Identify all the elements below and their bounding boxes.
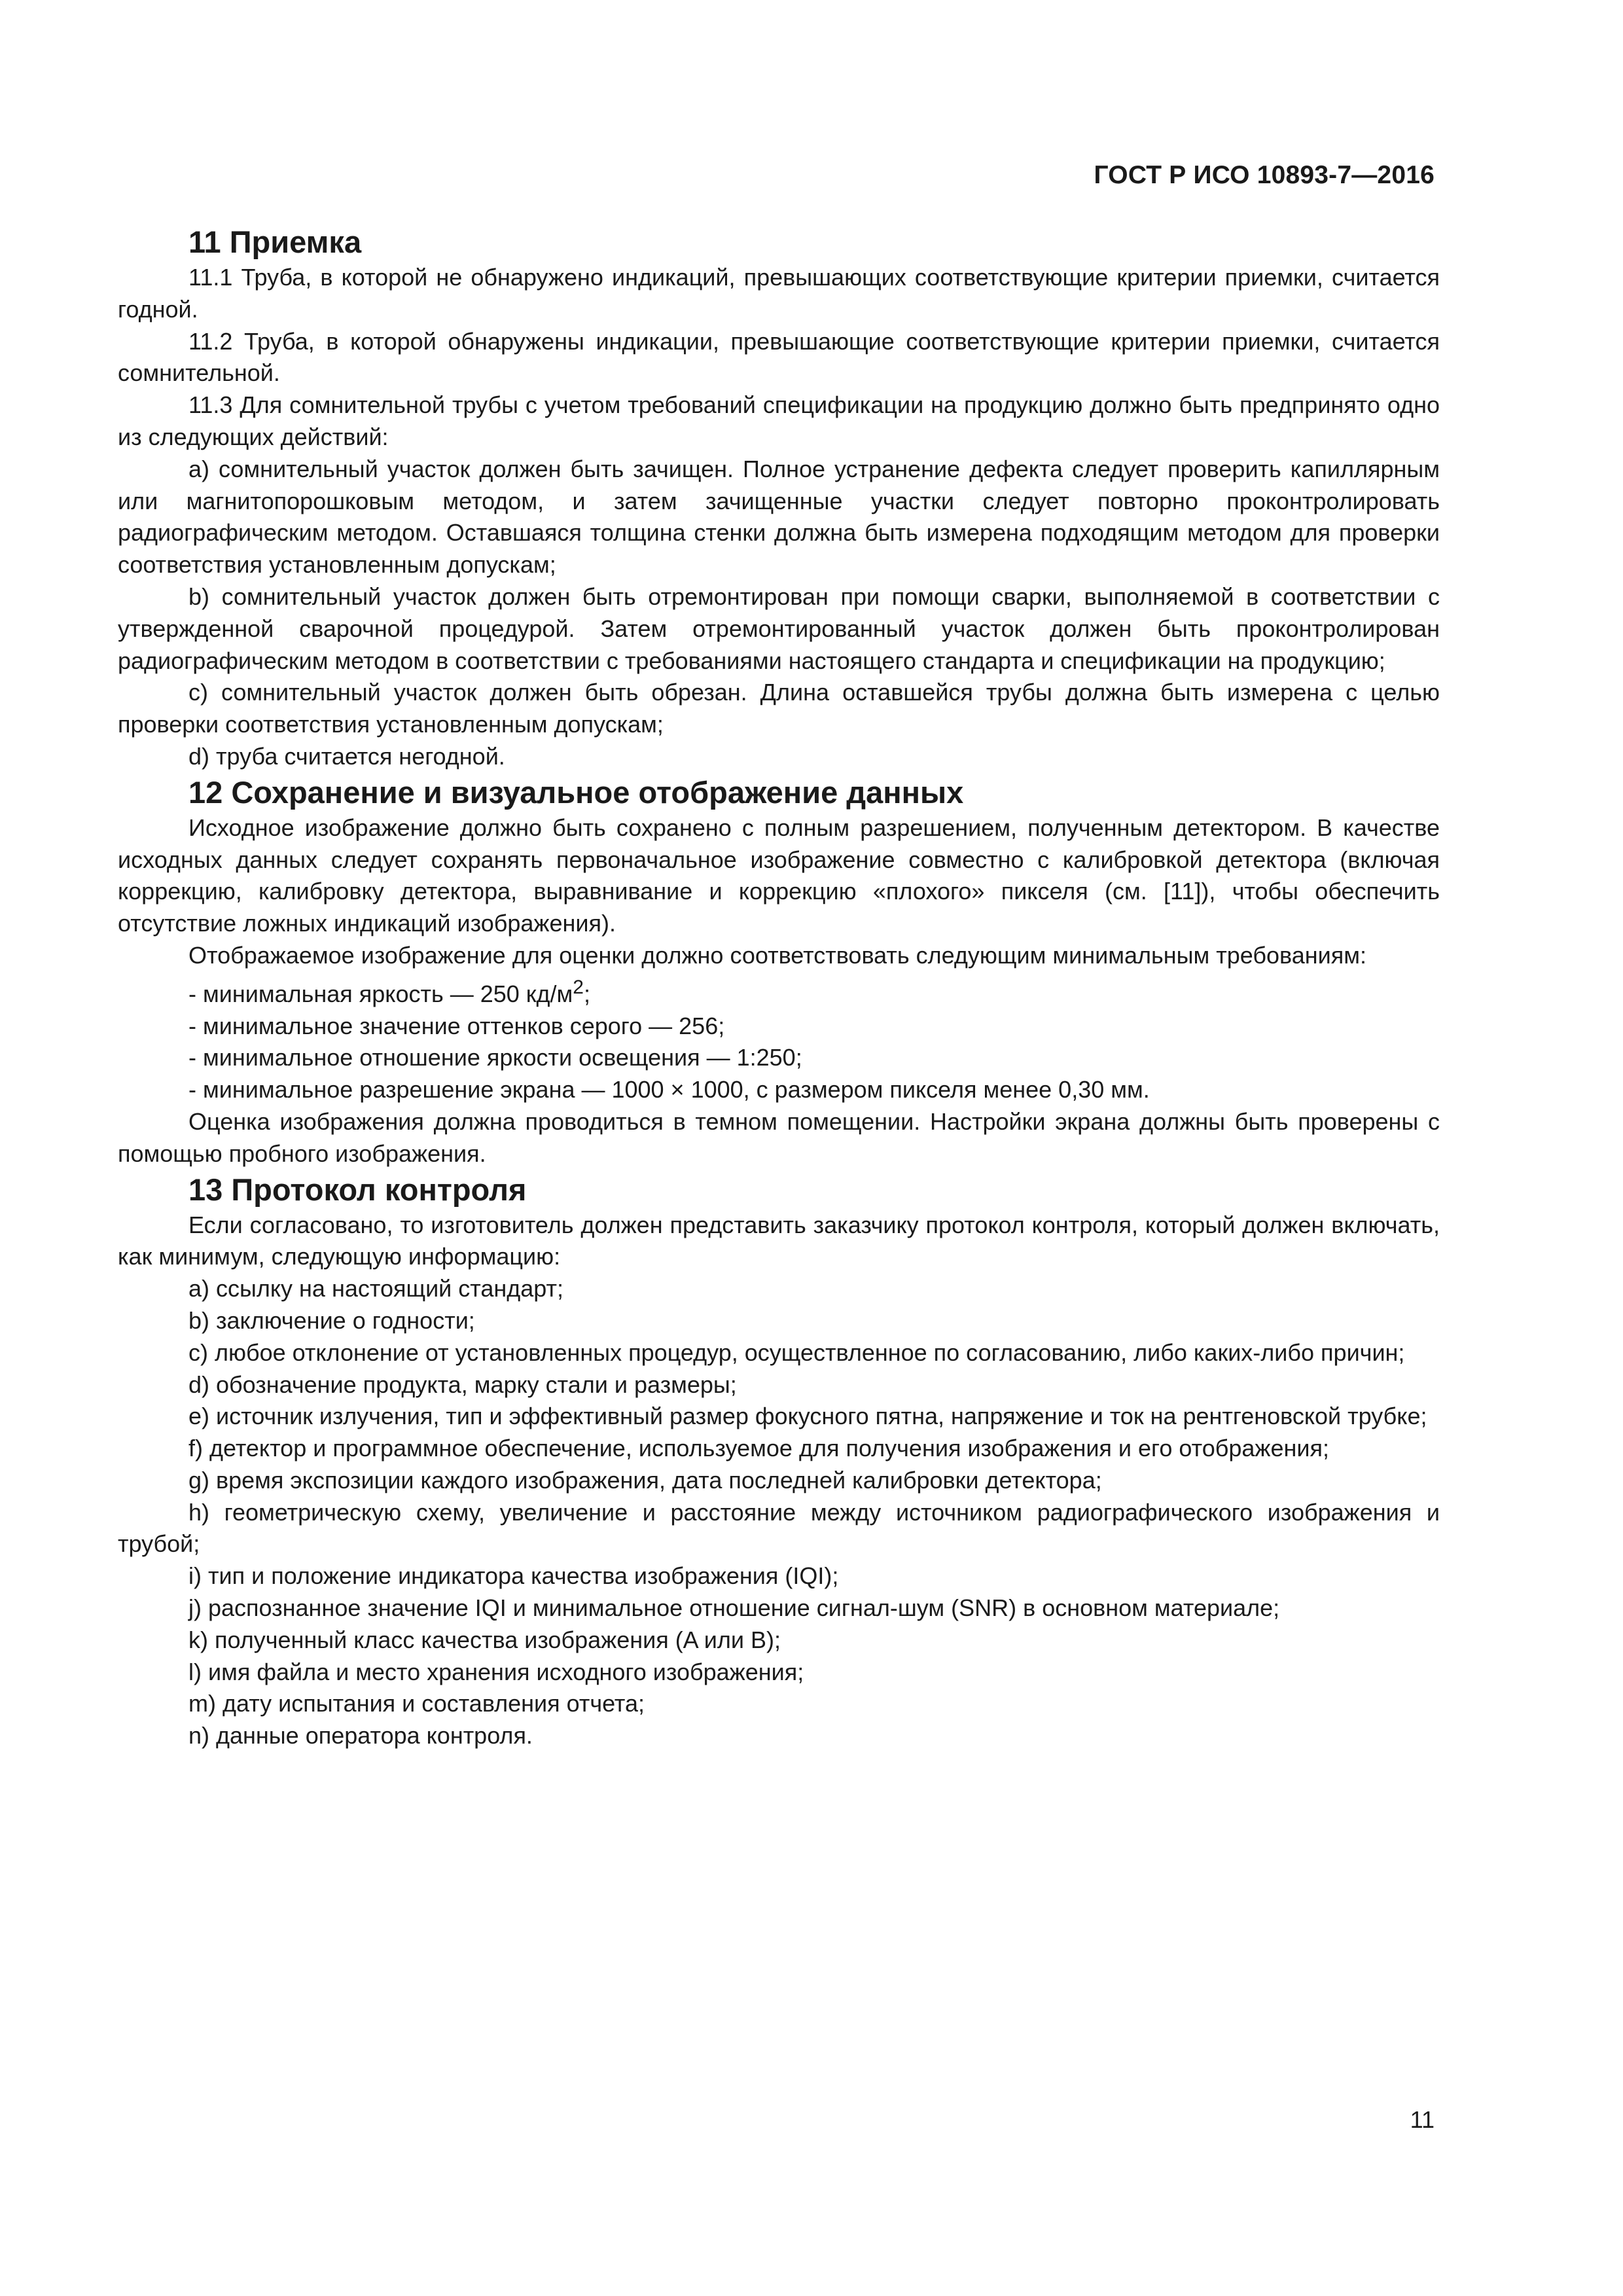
section-13-item-a: a) ссылку на настоящий стандарт; [188,1275,564,1302]
section-11-item-c: c) сомнительный участок должен быть обрезан. Длина оставшейся трубы должна быть измерена с целью проверки соответствия установленным допускам; [118,679,1440,738]
section-11-item-b: b) сомнительный участок должен быть отремонтирован при помощи сварки, выполняемой в соответствии с утвержденной сварочной процедурой. Затем отремонтированный участок должен быть проконтролирован радиографическим методом в соответствии с требованиями настоящего стандарта и спецификации на продукцию; [118,583,1440,674]
section-13-item-g: g) время экспозиции каждого изображения, дата последней калибровки детектора; [188,1466,1102,1494]
section-11-paragraph-1: 11.1 Труба, в которой не обнаружено индикаций, превышающих соответствующие критерии приемки, считается годной. [118,264,1440,323]
section-11-paragraph-2: 11.2 Труба, в которой обнаружены индикации, превышающие соответствующие критерии приемки, считается сомнительной. [118,327,1440,387]
section-13-item-d: d) обозначение продукта, марку стали и размеры; [188,1371,737,1398]
section-13-item-k: k) полученный класс качества изображения (A или B); [188,1626,781,1653]
requirement-brightness-text: - минимальная яркость — 250 кд/м [188,980,573,1007]
requirement-contrast-ratio: - минимальное отношение яркости освещения — 1:250; [188,1044,802,1071]
section-13-paragraph-1: Если согласовано, то изготовитель должен представить заказчику протокол контроля, который должен включать, как минимум, следующую информацию: [118,1211,1440,1270]
section-13-item-n: n) данные оператора контроля. [188,1722,533,1749]
page-content [118,223,1440,1752]
section-13-item-e: e) источник излучения, тип и эффективный размер фокусного пятна, напряжение и ток на рентгеновской трубке; [188,1403,1427,1430]
section-13-item-c: c) любое отклонение от установленных процедур, осуществленное по согласованию, либо каких-либо причин; [188,1338,1405,1366]
requirement-brightness [118,972,1440,1011]
section-13-item-f: f) детектор и программное обеспечение, используемое для получения изображения и его отображения; [188,1435,1330,1462]
requirement-screen-resolution: - минимальное разрешение экрана — 1000 × 1000, с размером пикселя менее 0,30 мм. [188,1076,1150,1103]
section-12-paragraph-2: Отображаемое изображение для оценки должно соответствовать следующим минимальным требованиям: [188,941,1366,969]
requirement-brightness-end: ; [583,980,590,1007]
requirement-brightness-superscript: 2 [573,976,584,998]
section-11-item-a: a) сомнительный участок должен быть зачищен. Полное устранение дефекта следует проверить капиллярным или магнитопорошковым методом, и затем зачищенные участки следует повторно проконтролировать радиографическим методом. Оставшаяся толщина стенки должна быть измерена подходящим методом для проверки соответствия установленным допускам; [118,455,1440,579]
page-number: 11 [1410,2106,1435,2133]
section-12-title: 12 Сохранение и визуальное отображение данных [188,774,964,810]
section-13-item-j: j) распознанное значение IQI и минимальное отношение сигнал-шум (SNR) в основном материале; [188,1594,1280,1622]
section-11-item-d: d) труба считается негодной. [188,742,505,770]
section-13-item-l: l) имя файла и место хранения исходного изображения; [188,1658,804,1685]
requirement-grayscale: - минимальное значение оттенков серого — 256; [188,1012,725,1039]
section-11-paragraph-3: 11.3 Для сомнительной трубы с учетом требований спецификации на продукцию должно быть предпринято одно из следующих действий: [118,391,1440,450]
section-13-item-h: h) геометрическую схему, увеличение и расстояние между источником радиографического изображения и трубой; [118,1498,1440,1558]
section-13-item-b: b) заключение о годности; [188,1306,475,1334]
section-13-item-m: m) дату испытания и составления отчета; [188,1690,645,1717]
section-13-title: 13 Протокол контроля [188,1172,527,1207]
section-12-paragraph-3: Оценка изображения должна проводиться в темном помещении. Настройки экрана должны быть проверены с помощью пробного изображения. [118,1107,1440,1167]
section-12-paragraph-1: Исходное изображение должно быть сохранено с полным разрешением, полученным детектором. В качестве исходных данных следует сохранять первоначальное изображение совместно с калибровкой детектора (включая коррекцию, калибровку детектора, выравнивание и коррекцию «плохого» пикселя (см. [11]), чтобы обеспечить отсутствие ложных индикаций изображения). [118,814,1440,937]
standard-code: ГОСТ Р ИСО 10893-7—2016 [1094,161,1435,189]
section-13-item-i: i) тип и положение индикатора качества изображения (IQI); [188,1562,839,1590]
section-11-title: 11 Приемка [188,224,362,259]
